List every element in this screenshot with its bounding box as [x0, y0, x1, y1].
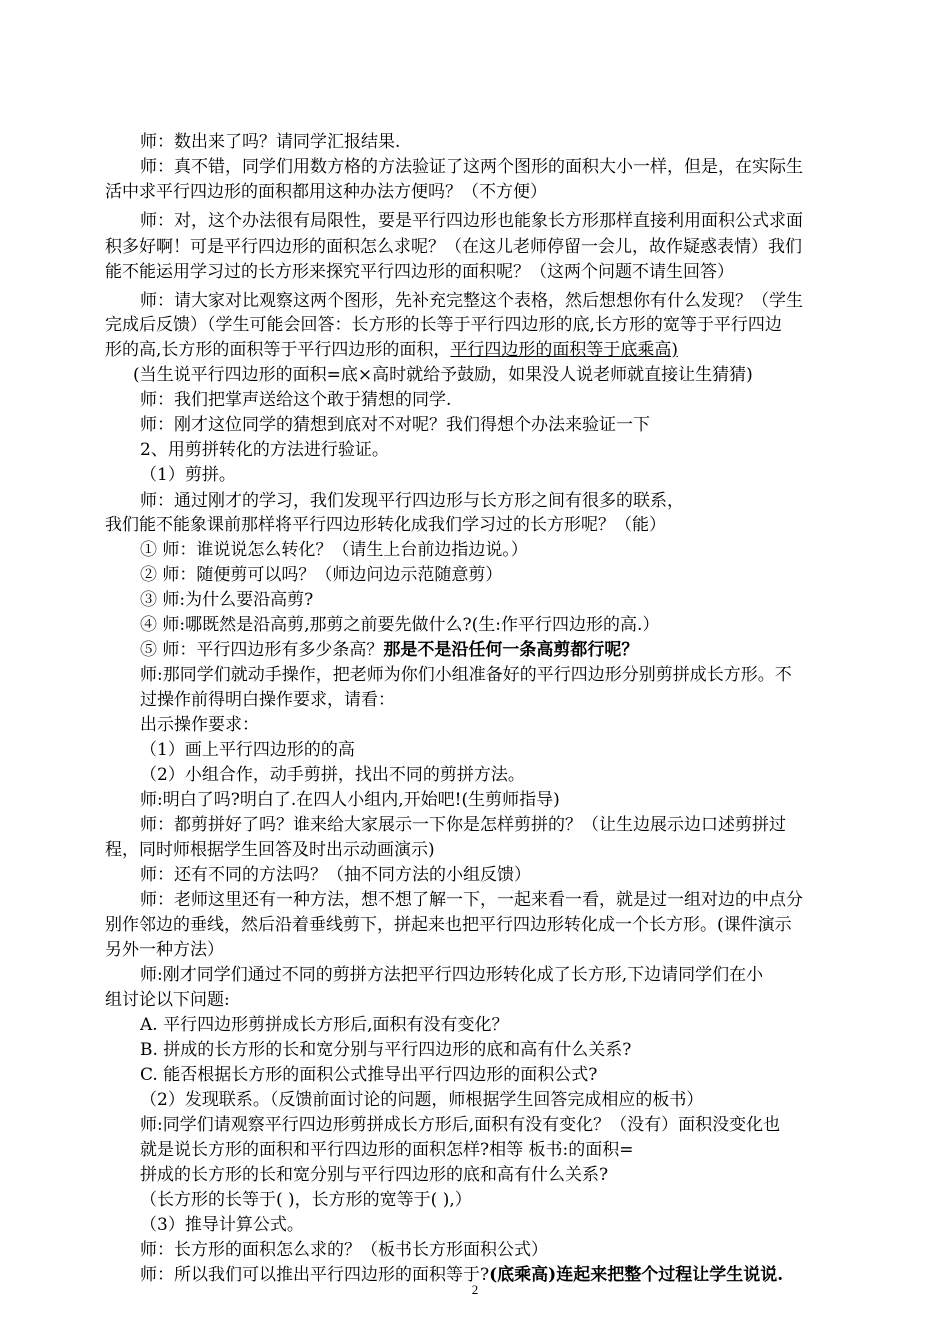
- text-line-content: （3）推导计算公式。: [140, 1215, 304, 1235]
- text-line-content: A. 平行四边形剪拼成长方形后,面积有没有变化？: [140, 1015, 509, 1035]
- text-line-content: 师:那同学们就动手操作，把老师为你们小组准备好的平行四边形分别剪拼成长方形。不: [140, 665, 792, 685]
- text-line: [140, 739, 355, 761]
- text-line-content: 组讨论以下问题:: [105, 990, 230, 1010]
- text-line-content: 拼成的长方形的长和宽分别与平行四边形的底和高有什么关系?: [140, 1165, 609, 1185]
- text-line-content: 另外一种方法）: [105, 940, 224, 960]
- text-line-content: ② 师：随便剪可以吗？（师边问边示范随意剪）: [140, 565, 503, 585]
- text-line: [140, 714, 259, 736]
- text-line-content: 别作邻边的垂线，然后沿着垂线剪下，拼起来也把平行四边形转化成一个长方形。(课件演示: [105, 915, 792, 935]
- text-line-content: 活中求平行四边形的面积都用这种办法方便吗？（不方便）: [105, 182, 547, 202]
- text-line-content: 过操作前得明白操作要求，请看：: [140, 690, 395, 710]
- text-line: [140, 131, 400, 153]
- text-line-content: B. 拼成的长方形的长和宽分别与平行四边形的底和高有什么关系?: [140, 1040, 632, 1060]
- text-line-content: 师：请大家对比观察这两个图形，先补充完整这个表格，然后想想你有什么发现？（学生: [140, 291, 803, 311]
- text-line-content: （长方形的长等于( )，长方形的宽等于( ),）: [140, 1190, 472, 1210]
- text-line-content: 师:刚才同学们通过不同的剪拼方法把平行四边形转化成了长方形,下边请同学们在小: [140, 965, 764, 985]
- text-line: [140, 1239, 548, 1261]
- text-line: [140, 889, 803, 911]
- text-line-content: 2、用剪拼转化的方法进行验证。: [140, 440, 389, 460]
- text-line-content: （1）剪拼。: [140, 465, 236, 485]
- text-line-content: ⑤ 师：平行四边形有多少条高？: [140, 640, 384, 660]
- underlined-text: 平行四边形的面积等于底乘高): [450, 340, 679, 360]
- text-line: [140, 664, 792, 686]
- text-line-content: 师：都剪拼好了吗？谁来给大家展示一下你是怎样剪拼的？（让生边展示边口述剪拼过: [140, 815, 786, 835]
- text-line: [105, 839, 435, 861]
- text-line-content: 就是说长方形的面积和平行四边形的面积怎样?相等 板书:的面积=: [140, 1140, 634, 1160]
- text-line: [140, 814, 786, 836]
- text-line: [140, 1014, 509, 1036]
- text-line-content: 师:明白了吗?明白了.在四人小组内,开始吧!(生剪师指导): [140, 790, 560, 810]
- text-line-content: 师：通过刚才的学习，我们发现平行四边形与长方形之间有很多的联系，: [140, 491, 684, 511]
- text-line: [140, 539, 528, 561]
- text-line-content: （2）小组合作，动手剪拼，找出不同的剪拼方法。: [140, 765, 525, 785]
- text-line-content: （1）画上平行四边形的的高: [140, 740, 355, 760]
- text-line: [140, 1164, 608, 1186]
- text-line: [105, 914, 792, 936]
- text-line: [140, 439, 389, 461]
- text-line: [105, 514, 666, 536]
- text-line: [105, 236, 802, 258]
- text-line: [140, 689, 395, 711]
- text-line-content: 能不能运用学习过的长方形来探究平行四边形的面积呢？（这两个问题不请生回答）: [105, 262, 734, 282]
- text-line: [140, 614, 659, 636]
- text-line: [140, 464, 236, 486]
- text-line: [140, 389, 451, 411]
- text-line: [105, 181, 547, 203]
- text-line: [140, 1189, 472, 1211]
- text-line: [140, 639, 638, 661]
- text-line-content: 形的高,长方形的面积等于平行四边形的面积，: [105, 340, 451, 360]
- text-line: [140, 1089, 703, 1111]
- text-line: [133, 364, 753, 386]
- text-line-content: 出示操作要求：: [140, 715, 259, 735]
- page-number: 2: [471, 1282, 479, 1297]
- text-line-content: 师：长方形的面积怎么求的？（板书长方形面积公式）: [140, 1240, 548, 1260]
- bold-text: 那是不是沿任何一条高剪都行呢？: [383, 640, 639, 660]
- text-line-content: 程，同时师根据学生回答及时出示动画演示): [105, 840, 435, 860]
- text-line: [105, 339, 678, 361]
- text-line: [140, 864, 531, 886]
- text-line: [140, 789, 560, 811]
- text-line-content: ③ 师:为什么要沿高剪?: [140, 590, 314, 610]
- text-line-content: 师：还有不同的方法吗？（抽不同方法的小组反馈）: [140, 865, 531, 885]
- text-line-content: 师：刚才这位同学的猜想到底对不对呢？我们得想个办法来验证一下: [140, 415, 650, 435]
- text-line-content: (当生说平行四边形的面积=底×高时就给予鼓励，如果没人说老师就直接让生猜猜): [133, 365, 753, 385]
- text-line: [140, 564, 502, 586]
- text-line: [105, 261, 734, 283]
- text-line: [105, 989, 230, 1011]
- text-line: [140, 1214, 304, 1236]
- bold-text: (底乘高)连起来把整个过程让学生说说.: [489, 1265, 784, 1285]
- text-line: [140, 764, 525, 786]
- text-line-content: 我们能不能象课前那样将平行四边形转化成我们学习过的长方形呢？（能）: [105, 515, 666, 535]
- text-line-content: 师：对，这个办法很有局限性，要是平行四边形也能象长方形那样直接利用面积公式求面: [140, 211, 803, 231]
- text-line: [140, 1064, 597, 1086]
- text-line: [105, 939, 224, 961]
- text-line: [105, 314, 782, 336]
- text-line: [140, 156, 803, 178]
- text-line-content: 师：我们把掌声送给这个敢于猜想的同学.: [140, 390, 452, 410]
- text-line: [140, 1114, 780, 1136]
- text-line-content: 师：老师这里还有一种方法，想不想了解一下，一起来看一看，就是过一组对边的中点分: [140, 890, 803, 910]
- text-line-content: C. 能否根据长方形的面积公式推导出平行四边形的面积公式?: [140, 1065, 598, 1085]
- text-line: [140, 414, 650, 436]
- text-line: [140, 490, 684, 512]
- text-line-content: （2）发现联系。（反馈前面讨论的问题，师根据学生回答完成相应的板书）: [140, 1090, 704, 1110]
- text-line-content: ④ 师:哪既然是沿高剪,那剪之前要先做什么?(生:作平行四边形的高.）: [140, 615, 660, 635]
- text-line: [140, 1139, 634, 1161]
- text-line-content: 师：数出来了吗？请同学汇报结果.: [140, 132, 401, 152]
- text-line: [140, 589, 313, 611]
- text-line-content: 师：真不错，同学们用数方格的方法验证了这两个图形的面积大小一样，但是，在实际生: [140, 157, 803, 177]
- text-line-content: 积多好啊！可是平行四边形的面积怎么求呢？（在这儿老师停留一会儿，故作疑惑表情）我们: [105, 237, 802, 257]
- text-line: [140, 210, 803, 232]
- text-line-content: 师:同学们请观察平行四边形剪拼成长方形后,面积有没有变化？（没有）面积没变化也: [140, 1115, 781, 1135]
- text-line: [140, 1039, 631, 1061]
- text-line: [140, 290, 803, 312]
- text-line: [140, 964, 763, 986]
- text-line-content: ① 师：谁说说怎么转化？（请生上台前边指边说。）: [140, 540, 528, 560]
- text-line-content: 完成后反馈）（学生可能会回答：长方形的长等于平行四边形的底,长方形的宽等于平行四边: [105, 315, 782, 335]
- text-line-content: 师：所以我们可以推出平行四边形的面积等于?: [140, 1265, 490, 1285]
